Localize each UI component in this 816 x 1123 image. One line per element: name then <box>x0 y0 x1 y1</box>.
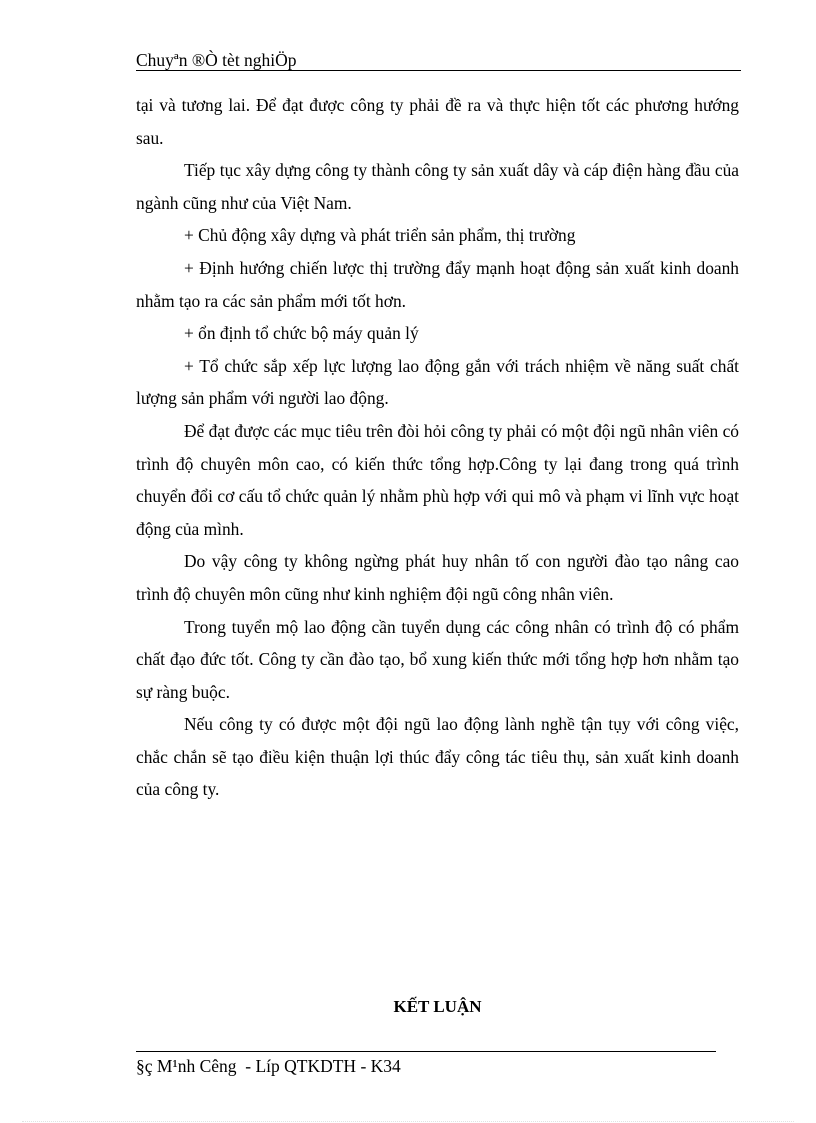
paragraph-bullet-strategy: + Định hướng chiến lược thị trường đẩy mạnh hoạt động sản xuất kinh doanh nhằm tạo ra các sản phẩm mới tốt hơn. <box>136 257 739 311</box>
running-header: Chuyªn ®Ò tèt nghiÖp <box>136 50 297 70</box>
paragraph-staff-requirements: Để đạt được các mục tiêu trên đòi hỏi công ty phải có một đội ngũ nhân viên có trình độ chuyên môn cao, có kiến thức tổng hợp.Công ty lại đang trong quá trình chuyển đổi cơ cấu tổ chức quản lý nhằm phù hợp với qui mô và phạm vi lĩnh vực hoạt động của mình. <box>136 420 739 539</box>
paragraph-bullet-organization: + ổn định tổ chức bộ máy quản lý <box>184 323 419 344</box>
section-heading: KẾT LUẬN <box>393 997 482 1016</box>
paragraph-recruitment: Trong tuyển mộ lao động cần tuyển dụng các công nhân có trình độ có phẩm chất đạo đức tốt. Công ty cần đào tạo, bổ xung kiến thức mới tổng hợp hơn nhằm tạo sự ràng buộc. <box>136 616 739 702</box>
paragraph-outcome: Nếu công ty có được một đội ngũ lao động lành nghề tận tụy với công việc, chắc chắn sẽ tạo điều kiện thuận lợi thúc đẩy công tác tiêu thụ, sản xuất kinh doanh của công ty. <box>136 714 739 800</box>
paragraph-continuation: tại và tương lai. Để đạt được công ty phải đề ra và thực hiện tốt các phương hướng sau. <box>136 95 739 148</box>
paragraph-bullet-product: + Chủ động xây dựng và phát triển sản phẩm, thị trường <box>184 225 576 246</box>
page-edge <box>22 1121 794 1122</box>
paragraph-training: Do vậy công ty không ngừng phát huy nhân tố con người đào tạo nâng cao trình độ chuyên môn cũng như kinh nghiệm đội ngũ công nhân viên. <box>136 551 739 604</box>
footer-author-line: §ç M¹nh Cêng - Líp QTKDTH - K34 <box>136 1056 401 1076</box>
footer-divider <box>136 1051 716 1052</box>
body-text <box>136 89 739 806</box>
paragraph-company-goal: Tiếp tục xây dựng công ty thành công ty sản xuất dây và cáp điện hàng đầu của ngành cũng như của Việt Nam. <box>136 160 739 213</box>
header-divider <box>136 70 741 71</box>
paragraph-bullet-workforce: + Tổ chức sắp xếp lực lượng lao động gắn với trách nhiệm về năng suất chất lượng sản phẩm với người lao động. <box>136 355 739 409</box>
